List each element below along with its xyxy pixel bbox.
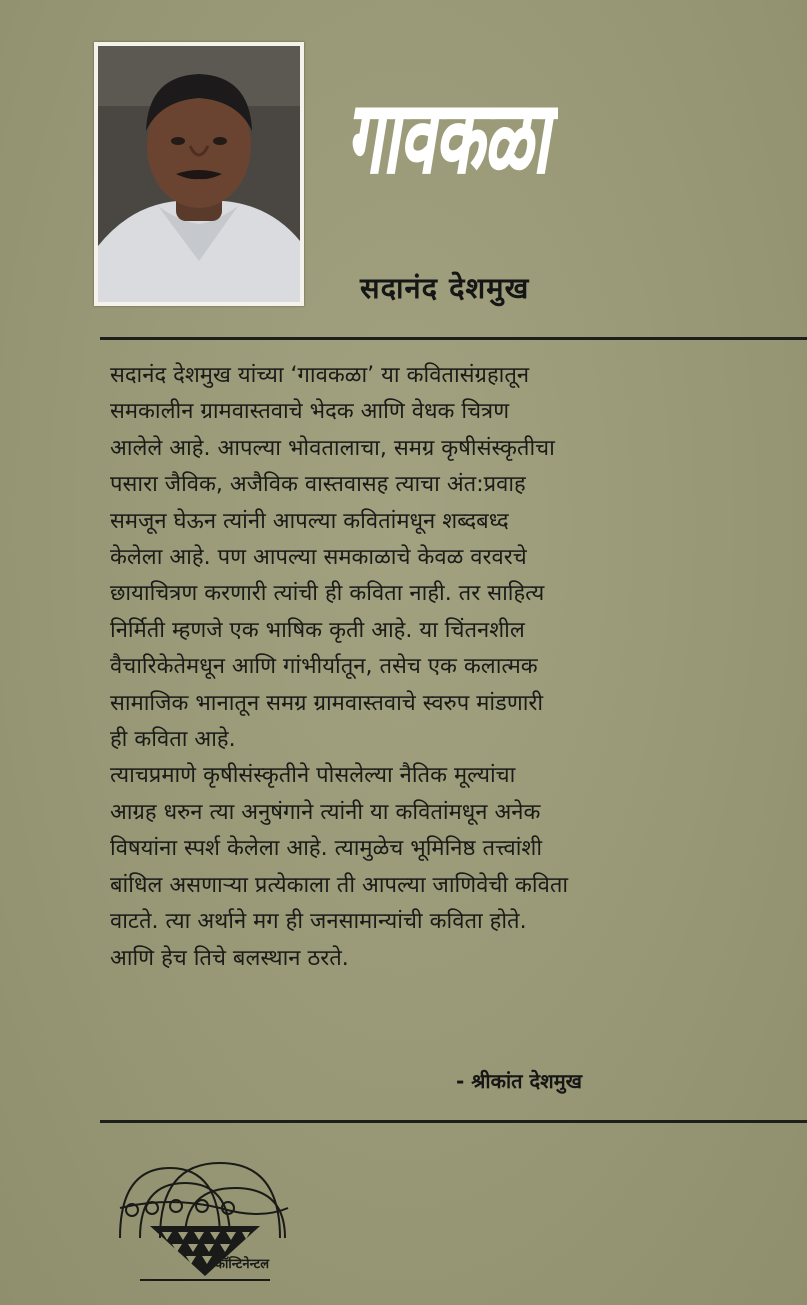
divider-top — [100, 337, 807, 340]
blurb-signoff: - श्रीकांत देशमुख — [456, 1069, 583, 1093]
blurb-text — [110, 358, 710, 977]
publisher-logo-icon — [110, 1148, 300, 1288]
blurb-paragraph-1: सदानंद देशमुख यांच्या ‘गावकळा’ या कवितासंग्रहातून समकालीन ग्रामवास्तवाचे भेदक आणि वेधक चित्रण आलेले आहे. आपल्या भोवतालाचा, समग्र कृषीसंस्कृतीचा पसारा जैविक, अजैविक वास्तवासह त्याचा अंत:प्रवाह समजून घेऊन त्यांनी आपल्या कवितांमधून शब्दबध्द केलेला आहे. पण आपल्या समकाळाचे केवळ वरवरचे छायाचित्रण करणारी त्यांची ही कविता नाही. तर साहित्य निर्मिती म्हणजे एक भाषिक कृती आहे. या चिंतनशील वैचारिकेतेमधून आणि गांभीर्यातून, तसेच एक कलात्मक सामाजिक भानातून समग्र ग्रामवास्तवाचे स्वरुप मांडणारी ही कविता आहे. — [110, 363, 555, 753]
divider-bottom — [100, 1120, 807, 1123]
book-title-calligraphy — [338, 40, 558, 230]
author-name: सदानंद देशमुख — [360, 271, 530, 305]
book-title-text: गावकळा — [346, 79, 550, 196]
author-portrait-image — [98, 46, 300, 302]
blurb-paragraph-2: त्याचप्रमाणे कृषीसंस्कृतीने पोसलेल्या नैतिक मूल्यांचा आग्रह धरुन त्या अनुषंगाने त्यांनी या कवितांमधून अनेक विषयांना स्पर्श केलेला आहे. त्यामुळेच भूमिनिष्ठ तत्त्वांशी बांधिल असणाऱ्या प्रत्येकाला ती आपल्या जाणिवेची कविता वाटते. त्या अर्थाने मग ही जनसामान्यांची कविता होते. आणि हेच तिचे बलस्थान ठरते. — [110, 763, 569, 971]
publisher-name: कॉन्टिनेन्टल — [215, 1257, 270, 1272]
author-photo — [94, 42, 304, 306]
